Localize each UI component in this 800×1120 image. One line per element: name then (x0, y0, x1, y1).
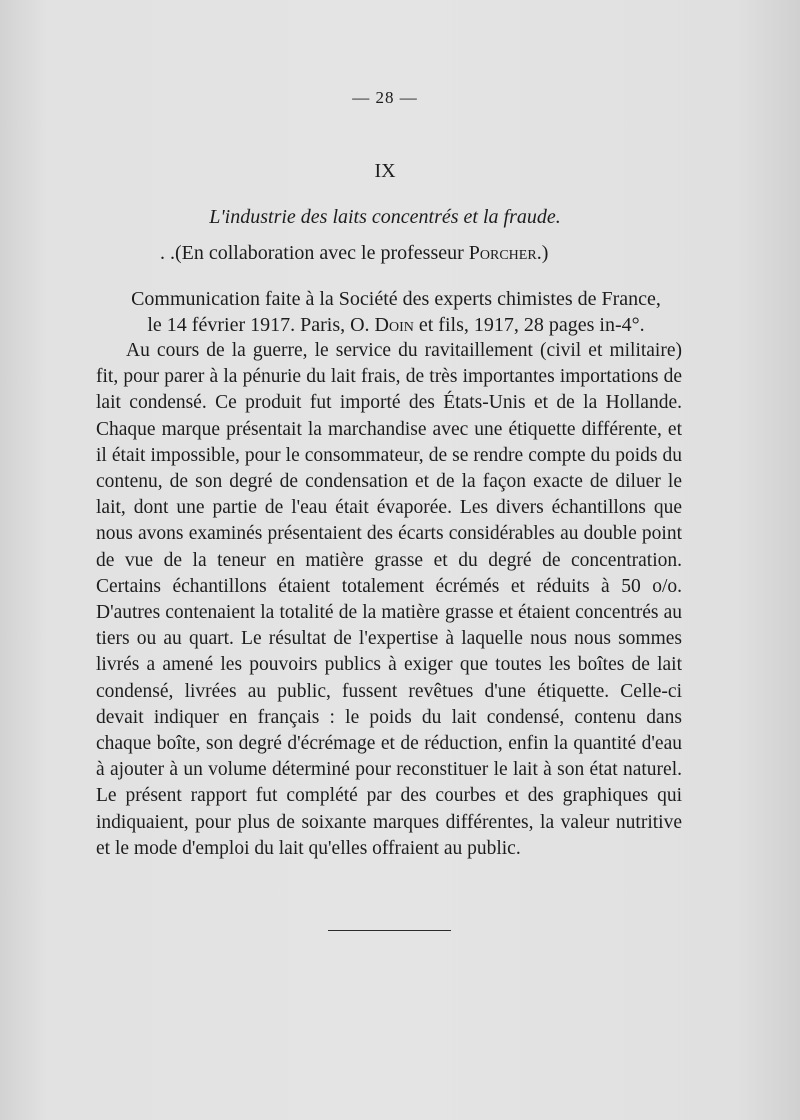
communication-line-1: Communication faite à la Société des experts chimistes de France, (131, 288, 661, 310)
communication-line-2 (96, 312, 696, 338)
communication-line-2-part-b: et fils, 1917, 28 pages in-4°. (413, 314, 645, 336)
communication-line-2-part-a: le 14 février 1917. Paris, O. (147, 314, 375, 336)
communication-reference (96, 286, 696, 338)
body-paragraph: Au cours de la guerre, le service du ravitaillement (civil et militaire) fit, pour parer à la pénurie du lait frais, de très importantes importations de lait condensé. Ce produit fut importé des États-Unis et de la Hollande. Chaque marque présentait la marchandise avec une étiquette différente, et il était impossible, pour le consommateur, de se rendre compte du poids du contenu, de son degré de condensation et de la façon exacte de diluer le lait, dont une partie de l'eau était évaporée. Les divers échantillons que nous avons examinés présentaient des écarts considérables au double point de vue de la teneur en matière grasse et du degré de concentration. Certains échantillons étaient totalement écrémés et réduits à 50 o/o. D'autres contenaient la totalité de la matière grasse et étaient concentrés au tiers ou au quart. Le résultat de l'expertise à laquelle nous nous sommes livrés a amené les pouvoirs publics à exiger que toutes les boîtes de lait condensé, livrées au public, fussent revêtues d'une étiquette. Celle-ci devait indiquer en français : le poids du lait condensé, contenu dans chaque boîte, son degré d'écrémage et de réduction, enfin la quantité d'eau à ajouter à un volume déterminé pour reconstituer le lait à son état naturel. Le présent rapport fut complété par des courbes et des graphiques qui indiquaient, pour plus de soixante marques différentes, la valeur nutritive et le mode d'emploi du lait qu'elles offraient au public. (96, 340, 682, 859)
collaboration-note (160, 242, 548, 265)
page-number: — 28 — (352, 88, 418, 107)
section-divider (328, 930, 451, 931)
collaboration-suffix: .) (536, 242, 549, 264)
section-title: L'industrie des laits concentrés et la fraude. (209, 206, 561, 228)
collaborator-name: Porcher (468, 242, 537, 264)
collaboration-prefix: . .(En collaboration avec le professeur (160, 242, 469, 264)
chapter-heading: IX (374, 160, 396, 182)
publisher-name: Doin (374, 314, 414, 336)
